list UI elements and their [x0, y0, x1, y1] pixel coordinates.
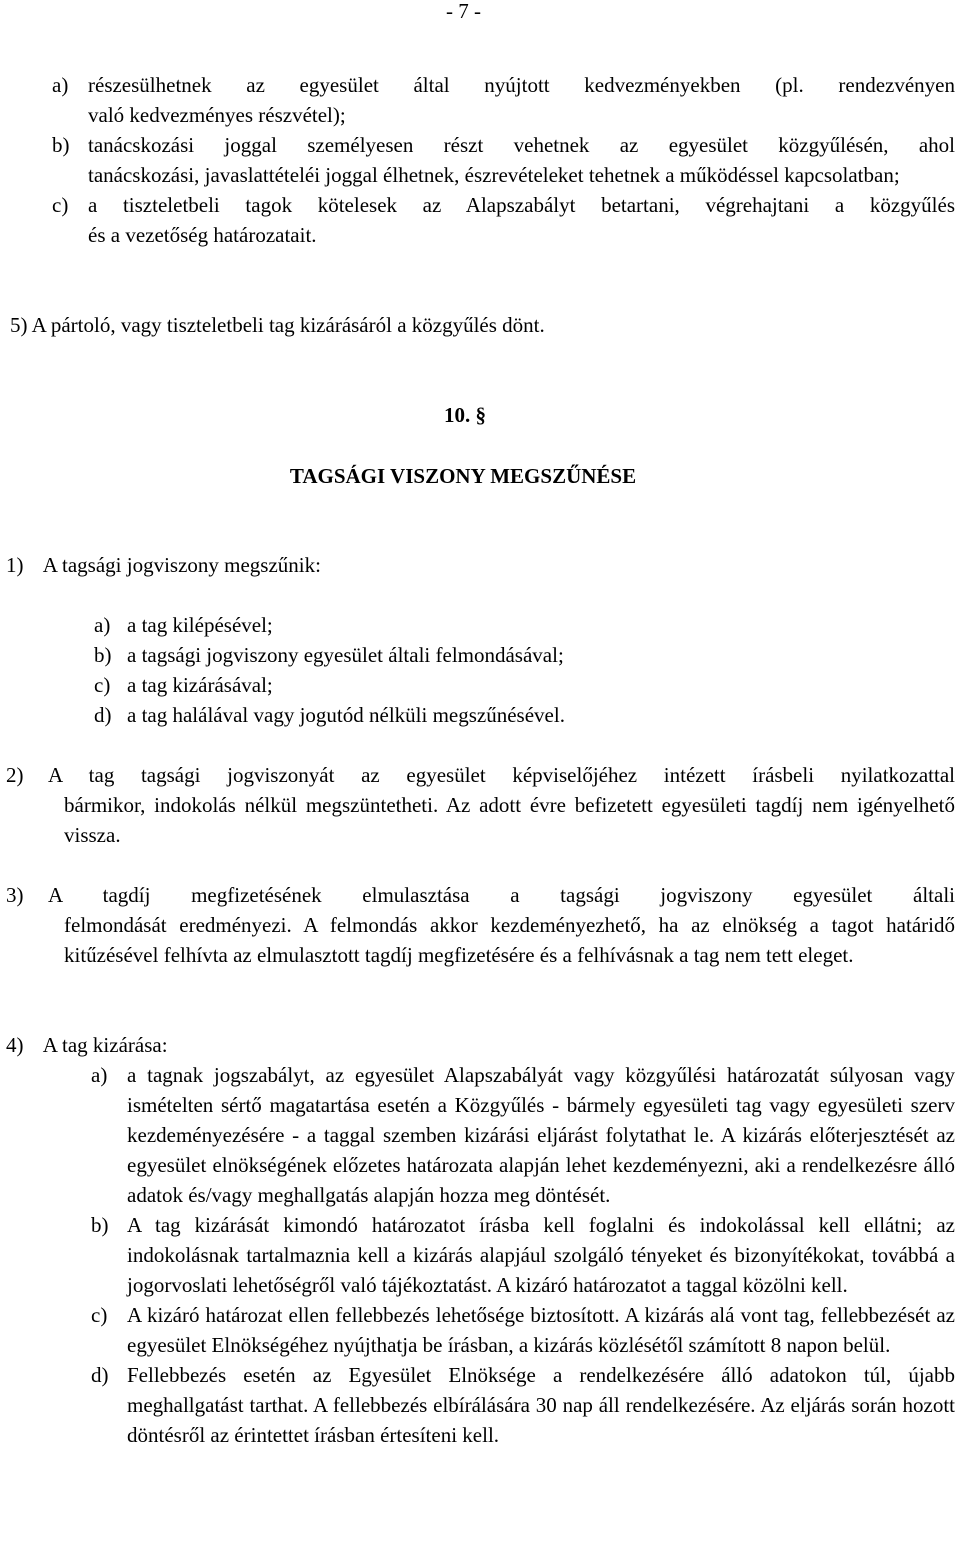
list-item-text: a tag kizárásával;: [127, 673, 273, 697]
list-item-text: a tagnak jogszabályt, az egyesület Alapszabályát vagy közgyűlési határozatát súlyosan vagy ismételten sértő magatartása esetén a Közgyűlés - bármely egyesületi tag vagy egyesületi szerv kezdeményezésére - a taggal szemben kizárási eljárást folytathat le. A kizárás előterjesztését az egyesület elnökségének előzetes határozata alapján lehet kezdeményezni, aki a rendelkezésre álló adatok és/vagy meghallgatás alapján hozza meg döntését.: [127, 1063, 955, 1207]
intro-item-c-rest: és a vezetőség határozatait.: [88, 223, 317, 247]
paragraph-4-list: [91, 1060, 955, 1450]
paragraph-3: [6, 880, 955, 970]
paragraph-3-label: 3): [6, 883, 24, 907]
paragraph-1: [6, 550, 946, 580]
point-5: 5) A pártoló, vagy tiszteletbeli tag kizárásáról a közgyűlés dönt.: [10, 313, 545, 337]
paragraph-1-label: 1): [6, 553, 24, 577]
list-item-text: Fellebbezés esetén az Egyesület Elnöksége a rendelkezésére álló adatokon túl, újabb meghallgatást tarthat. A fellebbezés elbírálására 30 nap áll rendelkezésére. Az eljárás során hozott döntésről az érintettet írásban értesíteni kell.: [127, 1363, 955, 1447]
list-item-text: a tag kilépésével;: [127, 613, 273, 637]
paragraph-2: [6, 760, 955, 850]
list-item-label: a): [94, 613, 111, 637]
list-item-label: b): [94, 643, 112, 667]
paragraph-2-line1: A tag tagsági jogviszonyát az egyesület képviselőjéhez intézett írásbeli nyilatkozattal: [48, 763, 955, 787]
intro-item-b-rest: tanácskozási, javaslattételéi joggal élhetnek, észrevételeket tehetnek a működéssel kapcsolatban;: [88, 163, 900, 187]
list-item-label: d): [94, 703, 112, 727]
list-item: [94, 610, 954, 640]
list-item: [91, 1210, 955, 1300]
page-number: - 7 -: [446, 0, 481, 23]
intro-item-a-label: a): [52, 73, 69, 97]
intro-item-a: [52, 70, 955, 130]
intro-item-c-line1: a tiszteletbeli tagok kötelesek az Alapszabályt betartani, végrehajtani a közgyűlés: [88, 193, 955, 217]
list-item: [94, 670, 954, 700]
section-title: TAGSÁGI VISZONY MEGSZŰNÉSE: [289, 464, 637, 488]
list-item-label: b): [91, 1213, 109, 1237]
paragraph-2-label: 2): [6, 763, 24, 787]
list-item: [91, 1060, 955, 1210]
paragraph-3-line1: A tagdíj megfizetésének elmulasztása a tagsági jogviszony egyesület általi: [48, 883, 955, 907]
paragraph-4-text: A tag kizárása:: [42, 1033, 168, 1057]
intro-list: [52, 70, 955, 250]
paragraph-2-rest: bármikor, indokolás nélkül megszüntetheti. Az adott évre befizetett egyesületi tagdíj nem igényelhető vissza.: [64, 793, 955, 847]
list-item-text: A tag kizárását kimondó határozatot írásba kell foglalni és indokolással kell ellátni; az indokolásnak tartalmaznia kell a kizárás alapjául szolgáló tényeket és bizonyítékokat, továbbá a jogorvoslati lehetőségről való tájékoztatást. A kizáró határozatot a taggal közölni kell.: [127, 1213, 955, 1297]
list-item-label: a): [91, 1063, 108, 1087]
intro-item-c: [52, 190, 955, 250]
list-item-text: a tag halálával vagy jogutód nélküli megszűnésével.: [127, 703, 565, 727]
list-item: [94, 700, 954, 730]
intro-item-a-line1: részesülhetnek az egyesület által nyújtott kedvezményekben (pl. rendezvényen: [88, 73, 955, 97]
intro-item-c-label: c): [52, 193, 69, 217]
intro-item-a-rest: való kedvezményes részvétel);: [88, 103, 346, 127]
list-item-label: d): [91, 1363, 109, 1387]
list-item-text: A kizáró határozat ellen fellebbezés lehetősége biztosított. A kizárás alá vont tag, fellebbezését az egyesület Elnökségéhez nyújthatja be írásban, a kizárás közlésétől számított 8 napon belül.: [127, 1303, 955, 1357]
list-item: [94, 640, 954, 670]
list-item-label: c): [91, 1303, 108, 1327]
paragraph-3-rest: felmondását eredményezi. A felmondás akkor kezdeményezhető, ha az elnökség a tagot határidő kitűzésével felhívta az elmulasztott tagdíj megfizetésére és a felhívásnak a tag nem tett eleget.: [64, 913, 955, 967]
intro-item-b-line1: tanácskozási joggal személyesen részt vehetnek az egyesület közgyűlésén, ahol: [88, 133, 955, 157]
list-item-text: a tagsági jogviszony egyesület általi felmondásával;: [127, 643, 564, 667]
paragraph-3-body: [6, 880, 955, 970]
section-number: 10. §: [444, 403, 486, 427]
paragraph-2-body: [6, 760, 955, 850]
list-item: [91, 1360, 955, 1450]
paragraph-4-label: 4): [6, 1033, 24, 1057]
list-item-label: c): [94, 673, 111, 697]
intro-item-b: [52, 130, 955, 190]
paragraph-1-list: [94, 610, 954, 730]
paragraph-4: [6, 1030, 946, 1060]
paragraph-1-text: A tagsági jogviszony megszűnik:: [42, 553, 321, 577]
intro-item-b-label: b): [52, 133, 70, 157]
list-item: [91, 1300, 955, 1360]
